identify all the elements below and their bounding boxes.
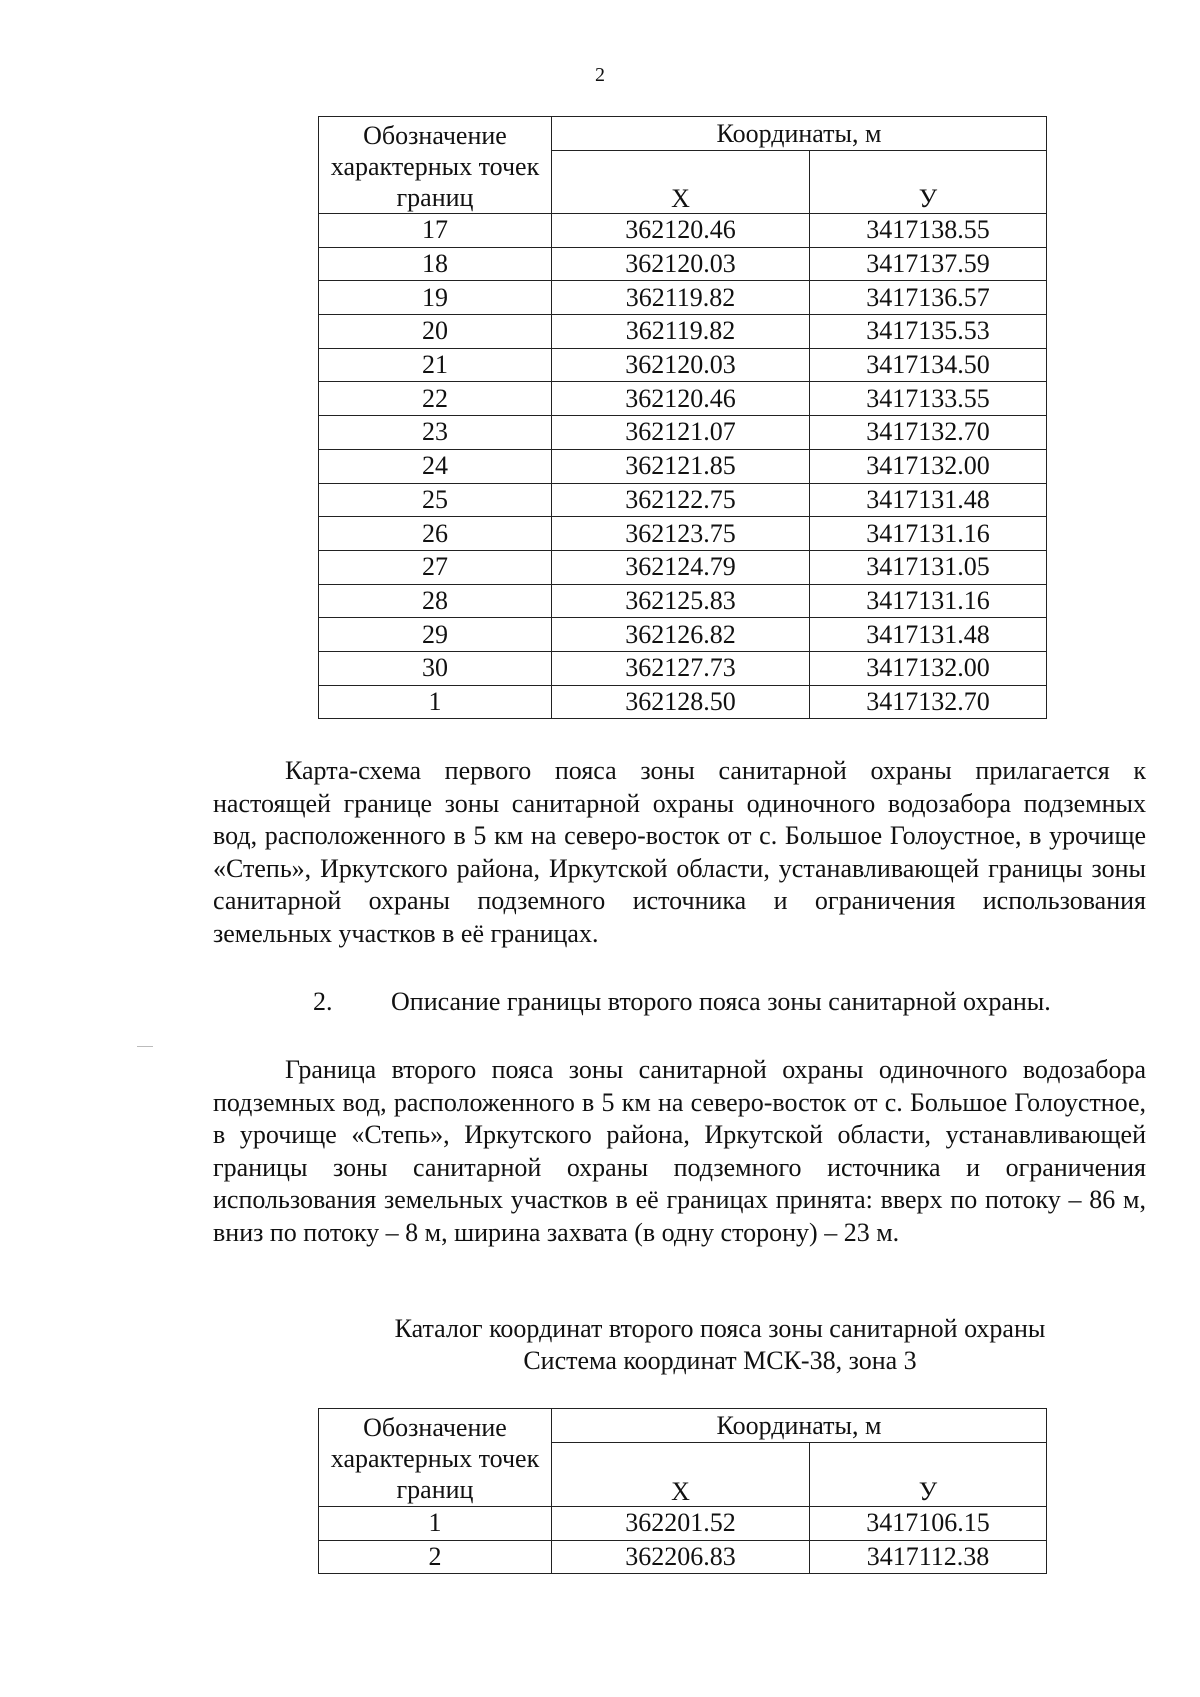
point-cell: 24 — [319, 449, 552, 483]
table-row — [319, 483, 1047, 517]
table-row — [319, 1507, 1047, 1541]
coordinates-table-zone2 — [318, 1408, 1047, 1574]
table-header-row — [319, 117, 1047, 151]
table-row — [319, 685, 1047, 719]
table-row — [319, 550, 1047, 584]
x-coordinate-cell: 362121.07 — [552, 416, 810, 450]
margin-mark — [137, 1046, 153, 1047]
header-x-label: X — [552, 151, 810, 214]
x-coordinate-cell: 362120.46 — [552, 382, 810, 416]
header-y-label: У — [810, 151, 1047, 214]
point-cell: 21 — [319, 348, 552, 382]
table-row — [319, 281, 1047, 315]
x-coordinate-cell: 362120.46 — [552, 214, 810, 248]
table-header-row — [319, 1409, 1047, 1443]
point-cell: 2 — [319, 1540, 552, 1574]
point-cell: 17 — [319, 214, 552, 248]
y-coordinate-cell: 3417112.38 — [810, 1540, 1047, 1574]
x-coordinate-cell: 362206.83 — [552, 1540, 810, 1574]
x-coordinate-cell: 362201.52 — [552, 1507, 810, 1541]
coordinate-system-line: Система координат МСК-38, зона 3 — [523, 1346, 917, 1375]
table-row — [319, 382, 1047, 416]
point-cell: 18 — [319, 247, 552, 281]
x-coordinate-cell: 362120.03 — [552, 348, 810, 382]
y-coordinate-cell: 3417134.50 — [810, 348, 1047, 382]
table-row — [319, 651, 1047, 685]
table1-body — [319, 117, 1047, 719]
y-coordinate-cell: 3417131.48 — [810, 483, 1047, 517]
y-coordinate-cell: 3417132.70 — [810, 416, 1047, 450]
x-coordinate-cell: 362122.75 — [552, 483, 810, 517]
table-row — [319, 416, 1047, 450]
y-coordinate-cell: 3417138.55 — [810, 214, 1047, 248]
x-coordinate-cell: 362120.03 — [552, 247, 810, 281]
paragraph2-text: Граница второго пояса зоны санитарной охраны одиночного водозабора подземных вод, расположенного в 5 км на северо-восток от с. Большое Голоустное, в урочище «Степь», Иркутского района, Иркутской области, устанавливающей границы зоны санитарной охраны подземного источника и ограничения использования земельных участков в её границах принята: вверх по потоку – 86 м, вниз по потоку – 8 м, ширина захвата (в одну сторону) – 23 м. — [213, 1055, 1146, 1247]
second-zone-boundary-paragraph — [213, 1054, 1146, 1250]
point-cell: 20 — [319, 315, 552, 349]
y-coordinate-cell: 3417131.48 — [810, 618, 1047, 652]
x-coordinate-cell: 362127.73 — [552, 651, 810, 685]
paragraph1-text: Карта-схема первого пояса зоны санитарной охраны прилагается к настоящей границе зоны санитарной охраны одиночного водозабора подземных вод, расположенного в 5 км на северо-восток от с. Большое Голоустное, в урочище «Степь», Иркутского района, Иркутской области, устанавливающей границы зоны санитарной охраны подземного источника и ограничения использования земельных участков в её границах. — [213, 756, 1146, 948]
section-2-number: 2. — [313, 987, 333, 1016]
point-cell: 25 — [319, 483, 552, 517]
table-row — [319, 618, 1047, 652]
point-cell: 29 — [319, 618, 552, 652]
x-coordinate-cell: 362124.79 — [552, 550, 810, 584]
table-row — [319, 1540, 1047, 1574]
catalog-title — [240, 1313, 1200, 1377]
point-cell: 19 — [319, 281, 552, 315]
point-cell: 1 — [319, 685, 552, 719]
y-coordinate-cell: 3417131.05 — [810, 550, 1047, 584]
x-coordinate-cell: 362126.82 — [552, 618, 810, 652]
y-coordinate-cell: 3417131.16 — [810, 584, 1047, 618]
header-point-label: Обозначение характерных точек границ — [319, 117, 552, 214]
table-row — [319, 315, 1047, 349]
map-scheme-paragraph — [213, 755, 1146, 951]
header-x-label: X — [552, 1443, 810, 1507]
catalog-title-line: Каталог координат второго пояса зоны санитарной охраны — [394, 1314, 1046, 1343]
x-coordinate-cell: 362125.83 — [552, 584, 810, 618]
point-cell: 22 — [319, 382, 552, 416]
table-row — [319, 449, 1047, 483]
section-2-title: Описание границы второго пояса зоны санитарной охраны. — [391, 987, 1051, 1016]
coordinates-table-zone1 — [318, 116, 1047, 719]
y-coordinate-cell: 3417136.57 — [810, 281, 1047, 315]
table-row — [319, 517, 1047, 551]
y-coordinate-cell: 3417131.16 — [810, 517, 1047, 551]
x-coordinate-cell: 362128.50 — [552, 685, 810, 719]
y-coordinate-cell: 3417137.59 — [810, 247, 1047, 281]
header-coordinates-label: Координаты, м — [552, 1409, 1047, 1443]
point-cell: 28 — [319, 584, 552, 618]
point-cell: 30 — [319, 651, 552, 685]
table-row — [319, 247, 1047, 281]
point-cell: 1 — [319, 1507, 552, 1541]
header-y-label: У — [810, 1443, 1047, 1507]
page-number: 2 — [595, 64, 605, 86]
header-coordinates-label: Координаты, м — [552, 117, 1047, 151]
x-coordinate-cell: 362119.82 — [552, 315, 810, 349]
x-coordinate-cell: 362123.75 — [552, 517, 810, 551]
y-coordinate-cell: 3417132.00 — [810, 449, 1047, 483]
section-2-heading — [313, 986, 1146, 1018]
point-cell: 23 — [319, 416, 552, 450]
header-point-label: Обозначение характерных точек границ — [319, 1409, 552, 1507]
table-row — [319, 214, 1047, 248]
y-coordinate-cell: 3417132.00 — [810, 651, 1047, 685]
point-cell: 26 — [319, 517, 552, 551]
table-row — [319, 348, 1047, 382]
y-coordinate-cell: 3417133.55 — [810, 382, 1047, 416]
table2-body — [319, 1409, 1047, 1574]
y-coordinate-cell: 3417132.70 — [810, 685, 1047, 719]
x-coordinate-cell: 362121.85 — [552, 449, 810, 483]
y-coordinate-cell: 3417135.53 — [810, 315, 1047, 349]
table-row — [319, 584, 1047, 618]
point-cell: 27 — [319, 550, 552, 584]
x-coordinate-cell: 362119.82 — [552, 281, 810, 315]
y-coordinate-cell: 3417106.15 — [810, 1507, 1047, 1541]
